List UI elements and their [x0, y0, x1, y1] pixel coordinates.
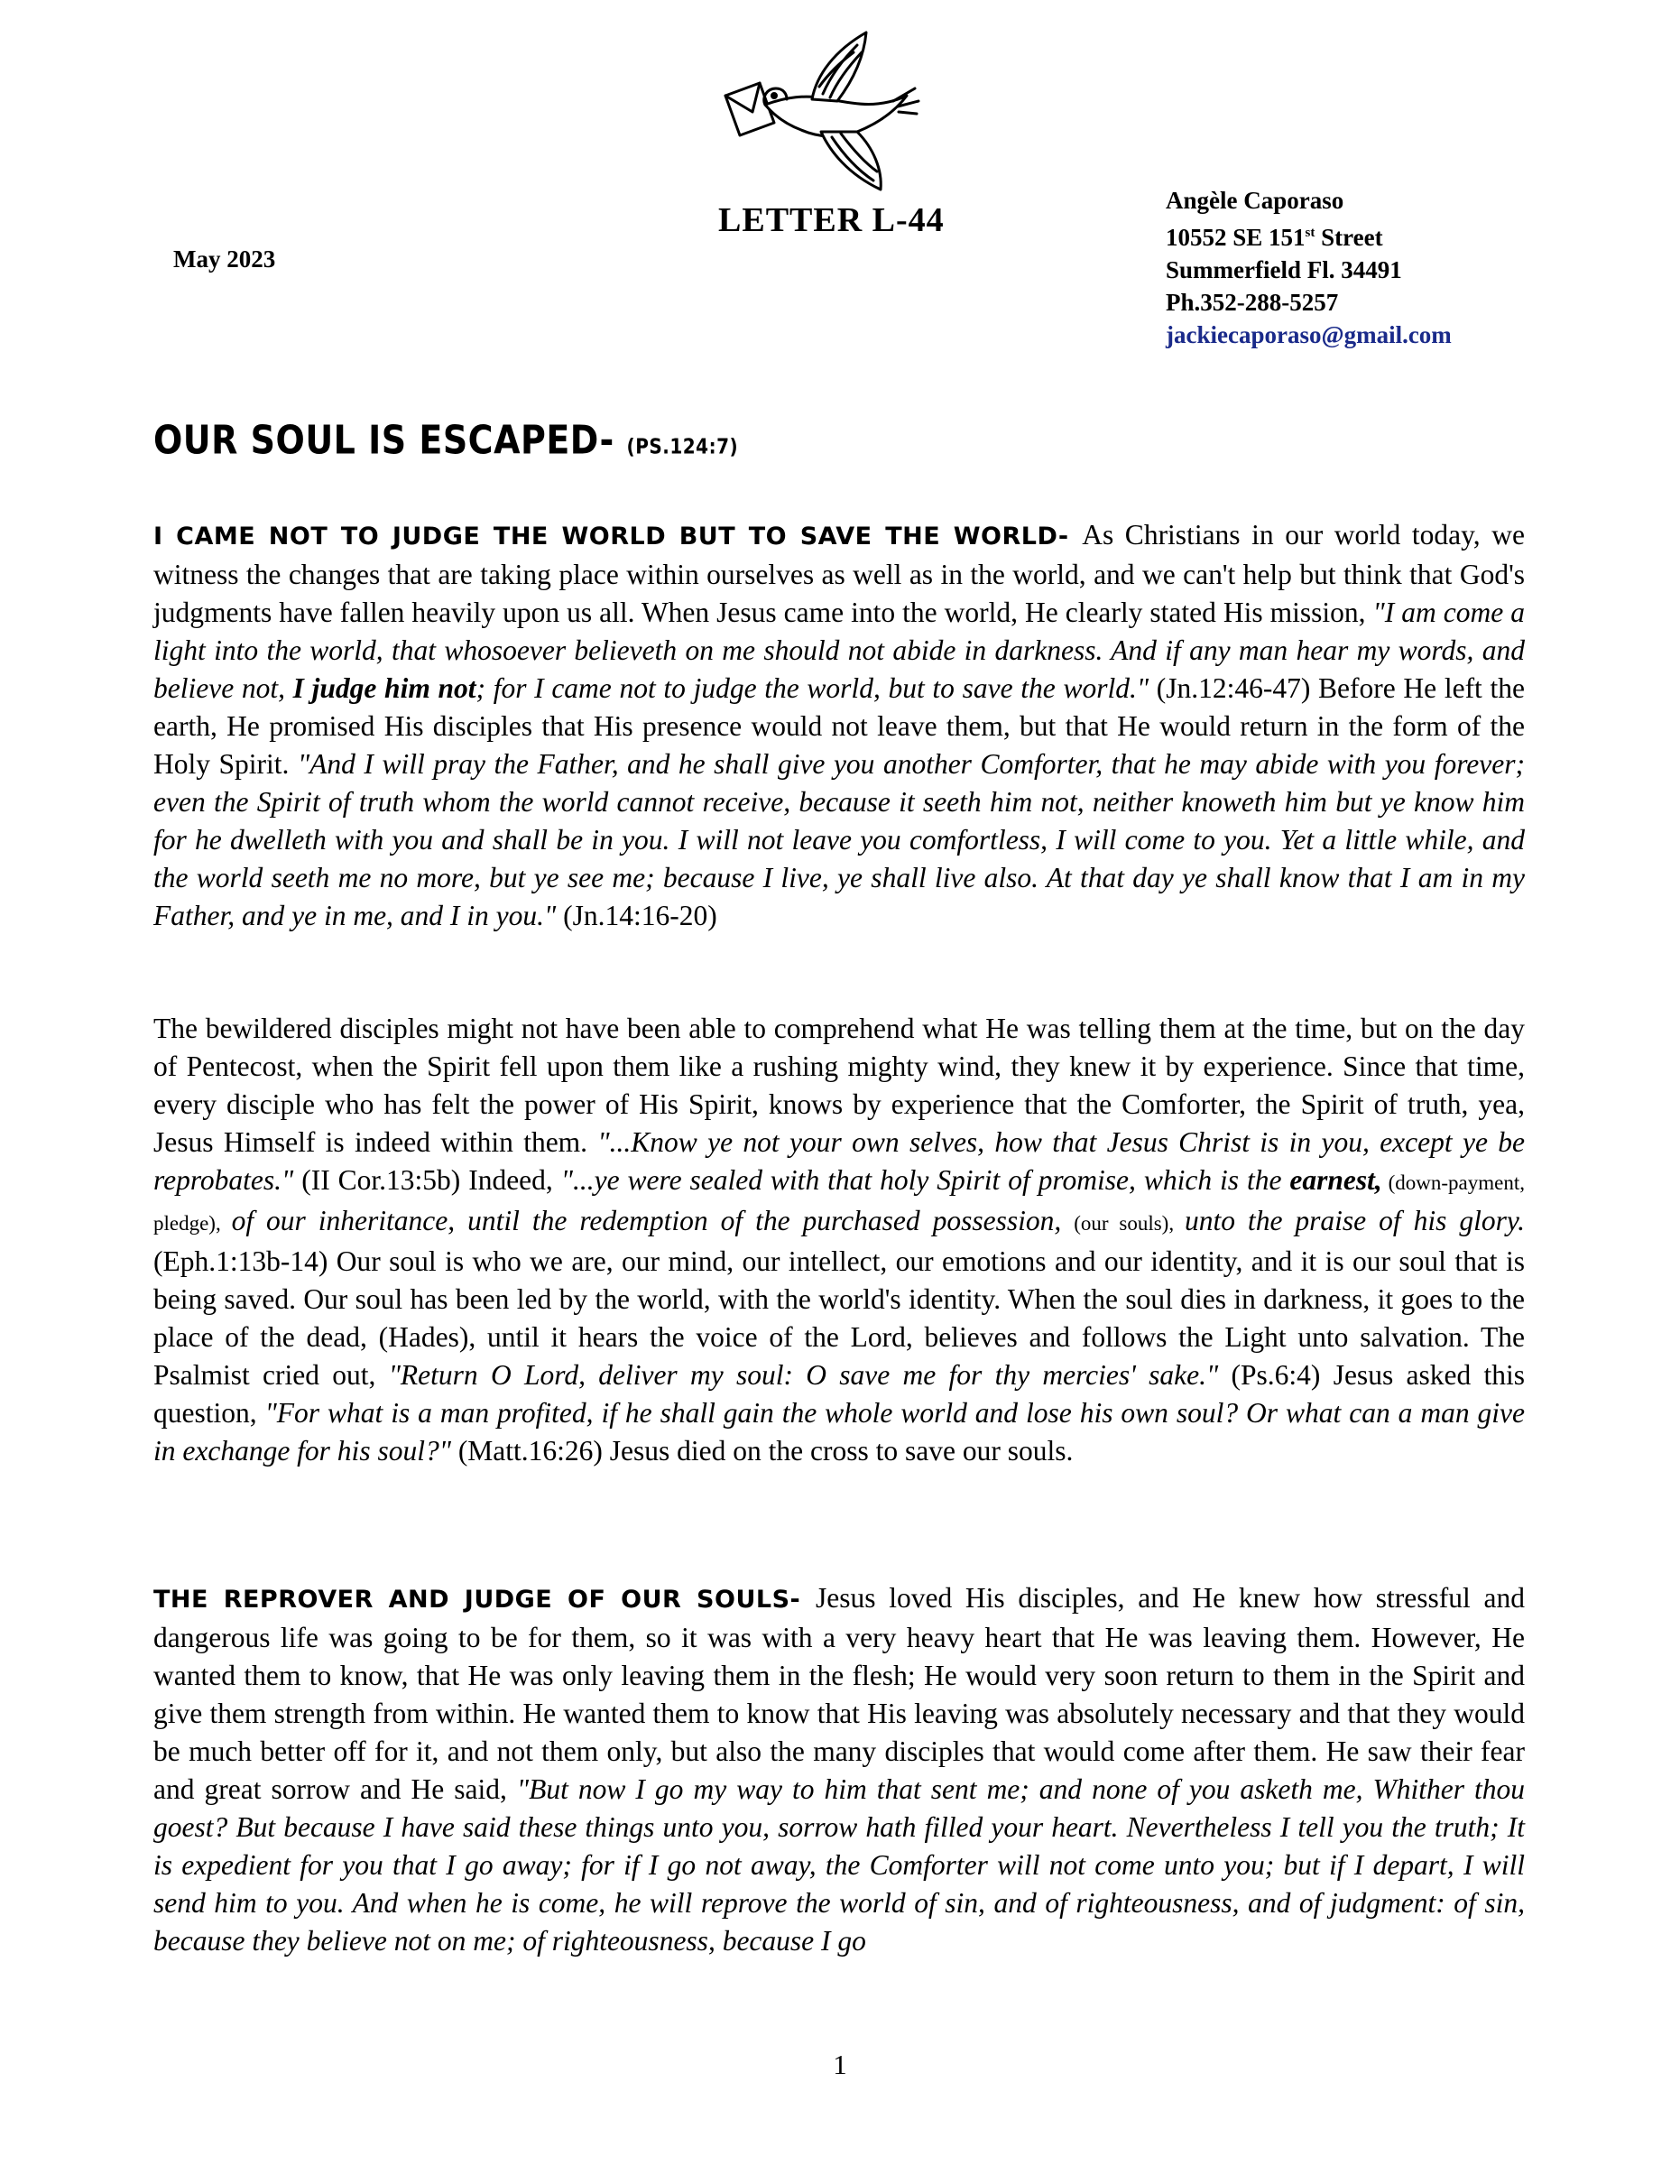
- dove-logo: [722, 25, 920, 197]
- sender-block: [1166, 184, 1452, 351]
- sender-name: Angèle Caporaso: [1166, 187, 1344, 214]
- paragraph-1-lead: I CAME NOT TO JUDGE THE WORLD BUT TO SAVE THE WORLD-: [153, 523, 1083, 551]
- letter-date: May 2023: [173, 245, 276, 273]
- paragraph-3-lead: THE REPROVER AND JUDGE OF OUR SOULS-: [153, 1586, 816, 1614]
- sender-street: 10552 SE 151st Street: [1166, 224, 1383, 251]
- paragraph-2: The bewildered disciples might not have been able to comprehend what He was telling them at the time, but on the day of Pentecost, when the Spirit fell upon them like a rushing mighty wind, they knew it by experience. Since that time, every disciple who has felt the power of His Spirit, knows by experience that the Comforter, the Spirit of truth, yea, Jesus Himself is indeed within them. "...Know ye not your own selves, how that Jesus Christ is in you, except ye be reprobates." (II Cor.13:5b) Indeed, "...ye were sealed with that holy Spirit of promise, which is the earnest, (down-payment, pledge), of our inheritance, until the redemption of the purchased possession, (our souls), unto the praise of his glory. (Eph.1:13b-14) Our soul is who we are, our mind, our intellect, our emotions and our identity, and it is our soul that is being saved. Our soul has been led by the world, with the world's identity. When the soul dies in darkness, it goes to the place of the dead, (Hades), until it hears the voice of the Lord, believes and follows the Light unto salvation. The Psalmist cried out, "Return O Lord, deliver my soul: O save me for thy mercies' sake." (Ps.6:4) Jesus asked this question, "For what is a man profited, if he shall gain the whole world and lose his own soul? Or what can a man give in exchange for his soul?" (Matt.16:26) Jesus died on the cross to save our souls.: [153, 1013, 1526, 1467]
- letter-title: LETTER L-44: [718, 201, 945, 239]
- page-number: 1: [833, 2049, 847, 2080]
- paragraph-3: THE REPROVER AND JUDGE OF OUR SOULS- Jesus loved His disciples, and He knew how stressful and dangerous life was going to be for them, so it was with a very heavy heart that He was leaving them. However, He wanted them to know, that He was only leaving them in the flesh; He would very soon return to them in the Spirit and give them strength from within. He wanted them to know that His leaving was absolutely necessary and that they would be much better off for it, and not them only, but also the many disciples that would come after them. He saw their fear and great sorrow and He said, "But now I go my way to him that sent me; and none of you asketh me, Whither thou goest? But because I have said these things unto you, sorrow hath filled your heart. Nevertheless I tell you the truth; It is expedient for you that I go away; for if I go not away, the Comforter will not come unto you; but if I depart, I will send him to you. And when he is come, he will reprove the world of sin, and of righteousness, and of judgment: of sin, because they believe not on me; of righteousness, because I go: [153, 1582, 1525, 1957]
- paragraph-1: I CAME NOT TO JUDGE THE WORLD BUT TO SAVE THE WORLD- As Christians in our world today, we witness the changes that are taking place within ourselves as well as in the world, and we can't help but think that God's judgments have fallen heavily upon us all. When Jesus came into the world, He clearly stated His mission, "I am come a light into the world, that whosoever believeth on me should not abide in darkness. And if any man hear my words, and believe not, I judge him not; for I came not to judge the world, but to save the world." (Jn.12:46-47) Before He left the earth, He promised His disciples that His presence would not leave them, but that He would return in the form of the Holy Spirit. "And I will pray the Father, and he shall give you another Comforter, that he may abide with you forever; even the Spirit of truth whom the world cannot receive, because it seeth him not, neither knoweth him but ye know him for he dwelleth with you and shall be in you. I will not leave you comfortless, I will come to you. Yet a little while, and the world seeth me no more, but ye see me; because I live, ye shall live also. At that day ye shall know that I am in my Father, and ye in me, and I in you." (Jn.14:16-20): [153, 519, 1525, 931]
- sender-email-link[interactable]: jackiecaporaso@gmail.com: [1166, 321, 1452, 348]
- heading-reference: (PS.124:7): [626, 433, 739, 458]
- sender-phone: Ph.352-288-5257: [1166, 289, 1339, 316]
- sender-city: Summerfield Fl. 34491: [1166, 256, 1402, 283]
- section-heading: OUR SOUL IS ESCAPED- (PS.124:7): [153, 417, 739, 463]
